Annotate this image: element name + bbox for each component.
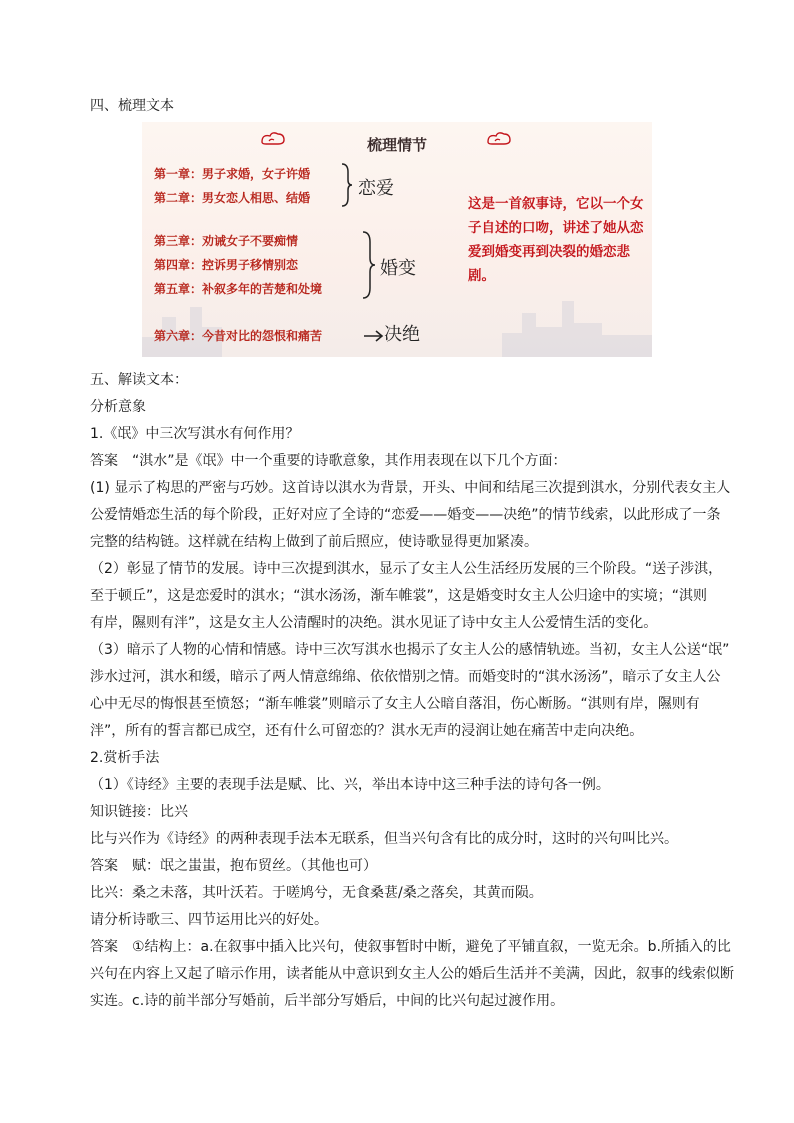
stage-end: 决绝: [384, 324, 420, 345]
answer-bixing: 比兴：桑之未落，其叶沃若。于嗟鸠兮，无食桑葚/桑之落矣，其黄而陨。: [90, 885, 543, 901]
answer-point-2-line-1: （2）彰显了情节的发展。诗中三次提到淇水，显示了女主人公生活经历发展的三个阶段。“送子涉淇，: [90, 561, 723, 577]
knowledge-link: 知识链接：比兴: [90, 804, 188, 820]
answer-point-1-line-2: 公爱情婚恋生活的每个阶段，正好对应了全诗的“恋爱——婚变——决绝”的情节线索，以此形成了一条: [90, 507, 721, 523]
answer-structure-line-1: 答案 ①结构上：a.在叙事中插入比兴句，使叙事暂时中断，避免了平铺直叙，一览无余。b.所插入的比: [90, 939, 731, 955]
chapter-6: 第六章：今昔对比的怨恨和痛苦: [154, 329, 323, 343]
section-heading-5: 五、解读文本：: [90, 372, 188, 388]
answer-point-1-line-3: 完整的结构链。这样就在结构上做到了前后照应，使诗歌显得更加紧凑。: [90, 534, 538, 550]
chapter-2: 第二章：男女恋人相思、结婚: [154, 191, 311, 205]
answer-point-3-line-1: （3）暗示了人物的心情和情感。诗中三次写淇水也揭示了女主人公的感情轨迹。当初，女主人公送“氓”: [90, 642, 730, 658]
chapter-5: 第五章：补叙多年的苦楚和处境: [154, 282, 323, 296]
question-2-2: 请分析诗歌三、四节运用比兴的好处。: [90, 912, 328, 928]
answer-point-3-line-4: 泮”，所有的誓言都已成空，还有什么可留恋的？淇水无声的浸润让她在痛苦中走向决绝。: [90, 723, 644, 739]
answer-point-2-line-3: 有岸，隰则有泮”，这是女主人公清醒时的决绝。淇水见证了诗中女主人公爱情生活的变化。: [90, 615, 658, 631]
section-heading-4: 四、梳理文本: [90, 98, 174, 114]
answer-point-1-line-1: (1) 显示了构思的严密与巧妙。这首诗以淇水为背景，开头、中间和结尾三次提到淇水，分别代表女主人: [90, 480, 731, 496]
answer-structure-line-2: 兴句在内容上又起了暗示作用，读者能从中意识到女主人公的婚后生活并不美满，因此，叙事的线索似断: [90, 966, 734, 982]
chapter-4: 第四章：控诉男子移情别恋: [154, 258, 299, 272]
answer-point-2-line-2: 至于顿丘”，这是恋爱时的淇水；“淇水汤汤，渐车帷裳”，这是婚变时女主人公归途中的实境；“淇则: [90, 588, 708, 604]
brace-change-icon: [361, 230, 377, 300]
answer-fu: 答案 赋：氓之蚩蚩，抱布贸丝。（其他也可）: [90, 858, 377, 874]
answer-intro: 答案 “淇水”是《氓》中一个重要的诗歌意象，其作用表现在以下几个方面：: [90, 453, 567, 469]
question-2-heading: 2.赏析手法: [90, 750, 160, 766]
question-2-1: （1）《诗经》主要的表现手法是赋、比、兴，举出本诗中这三种手法的诗句各一例。: [90, 777, 610, 793]
stage-change: 婚变: [380, 258, 416, 279]
chapter-1: 第一章：男子求婚，女子许婚: [154, 167, 311, 181]
narrative-note: 这是一首叙事诗，它以一个女子自述的口吻，讲述了她从恋爱到婚变再到决裂的婚恋悲剧。: [468, 196, 644, 284]
brace-love-icon: [340, 162, 354, 208]
answer-point-3-line-2: 涉水过河，淇水和缓，暗示了两人情意绵绵、依依惜别之情。而婚变时的“淇水汤汤”，暗示了女主人公: [90, 669, 721, 685]
subheading-imagery: 分析意象: [90, 399, 146, 415]
knowledge-text: 比与兴作为《诗经》的两种表现手法本无联系，但当兴句含有比的成分时，这时的兴句叫比兴。: [90, 831, 678, 847]
question-1: 1.《氓》中三次写淇水有何作用？: [90, 426, 300, 442]
chapter-3: 第三章：劝诫女子不要痴情: [154, 234, 299, 248]
stage-love: 恋爱: [358, 178, 394, 199]
plot-summary-slide: [142, 122, 652, 357]
slide-title: 梳理情节: [366, 136, 427, 154]
answer-point-3-line-3: 心中无尽的悔恨甚至愤怒；“渐车帷裳”则暗示了女主人公暗自落泪，伤心断肠。“淇则有岸，隰则有: [90, 696, 700, 712]
arrow-end-icon: [364, 330, 384, 342]
answer-structure-line-3: 实连。c.诗的前半部分写婚前，后半部分写婚后，中间的比兴句起过渡作用。: [90, 993, 565, 1009]
